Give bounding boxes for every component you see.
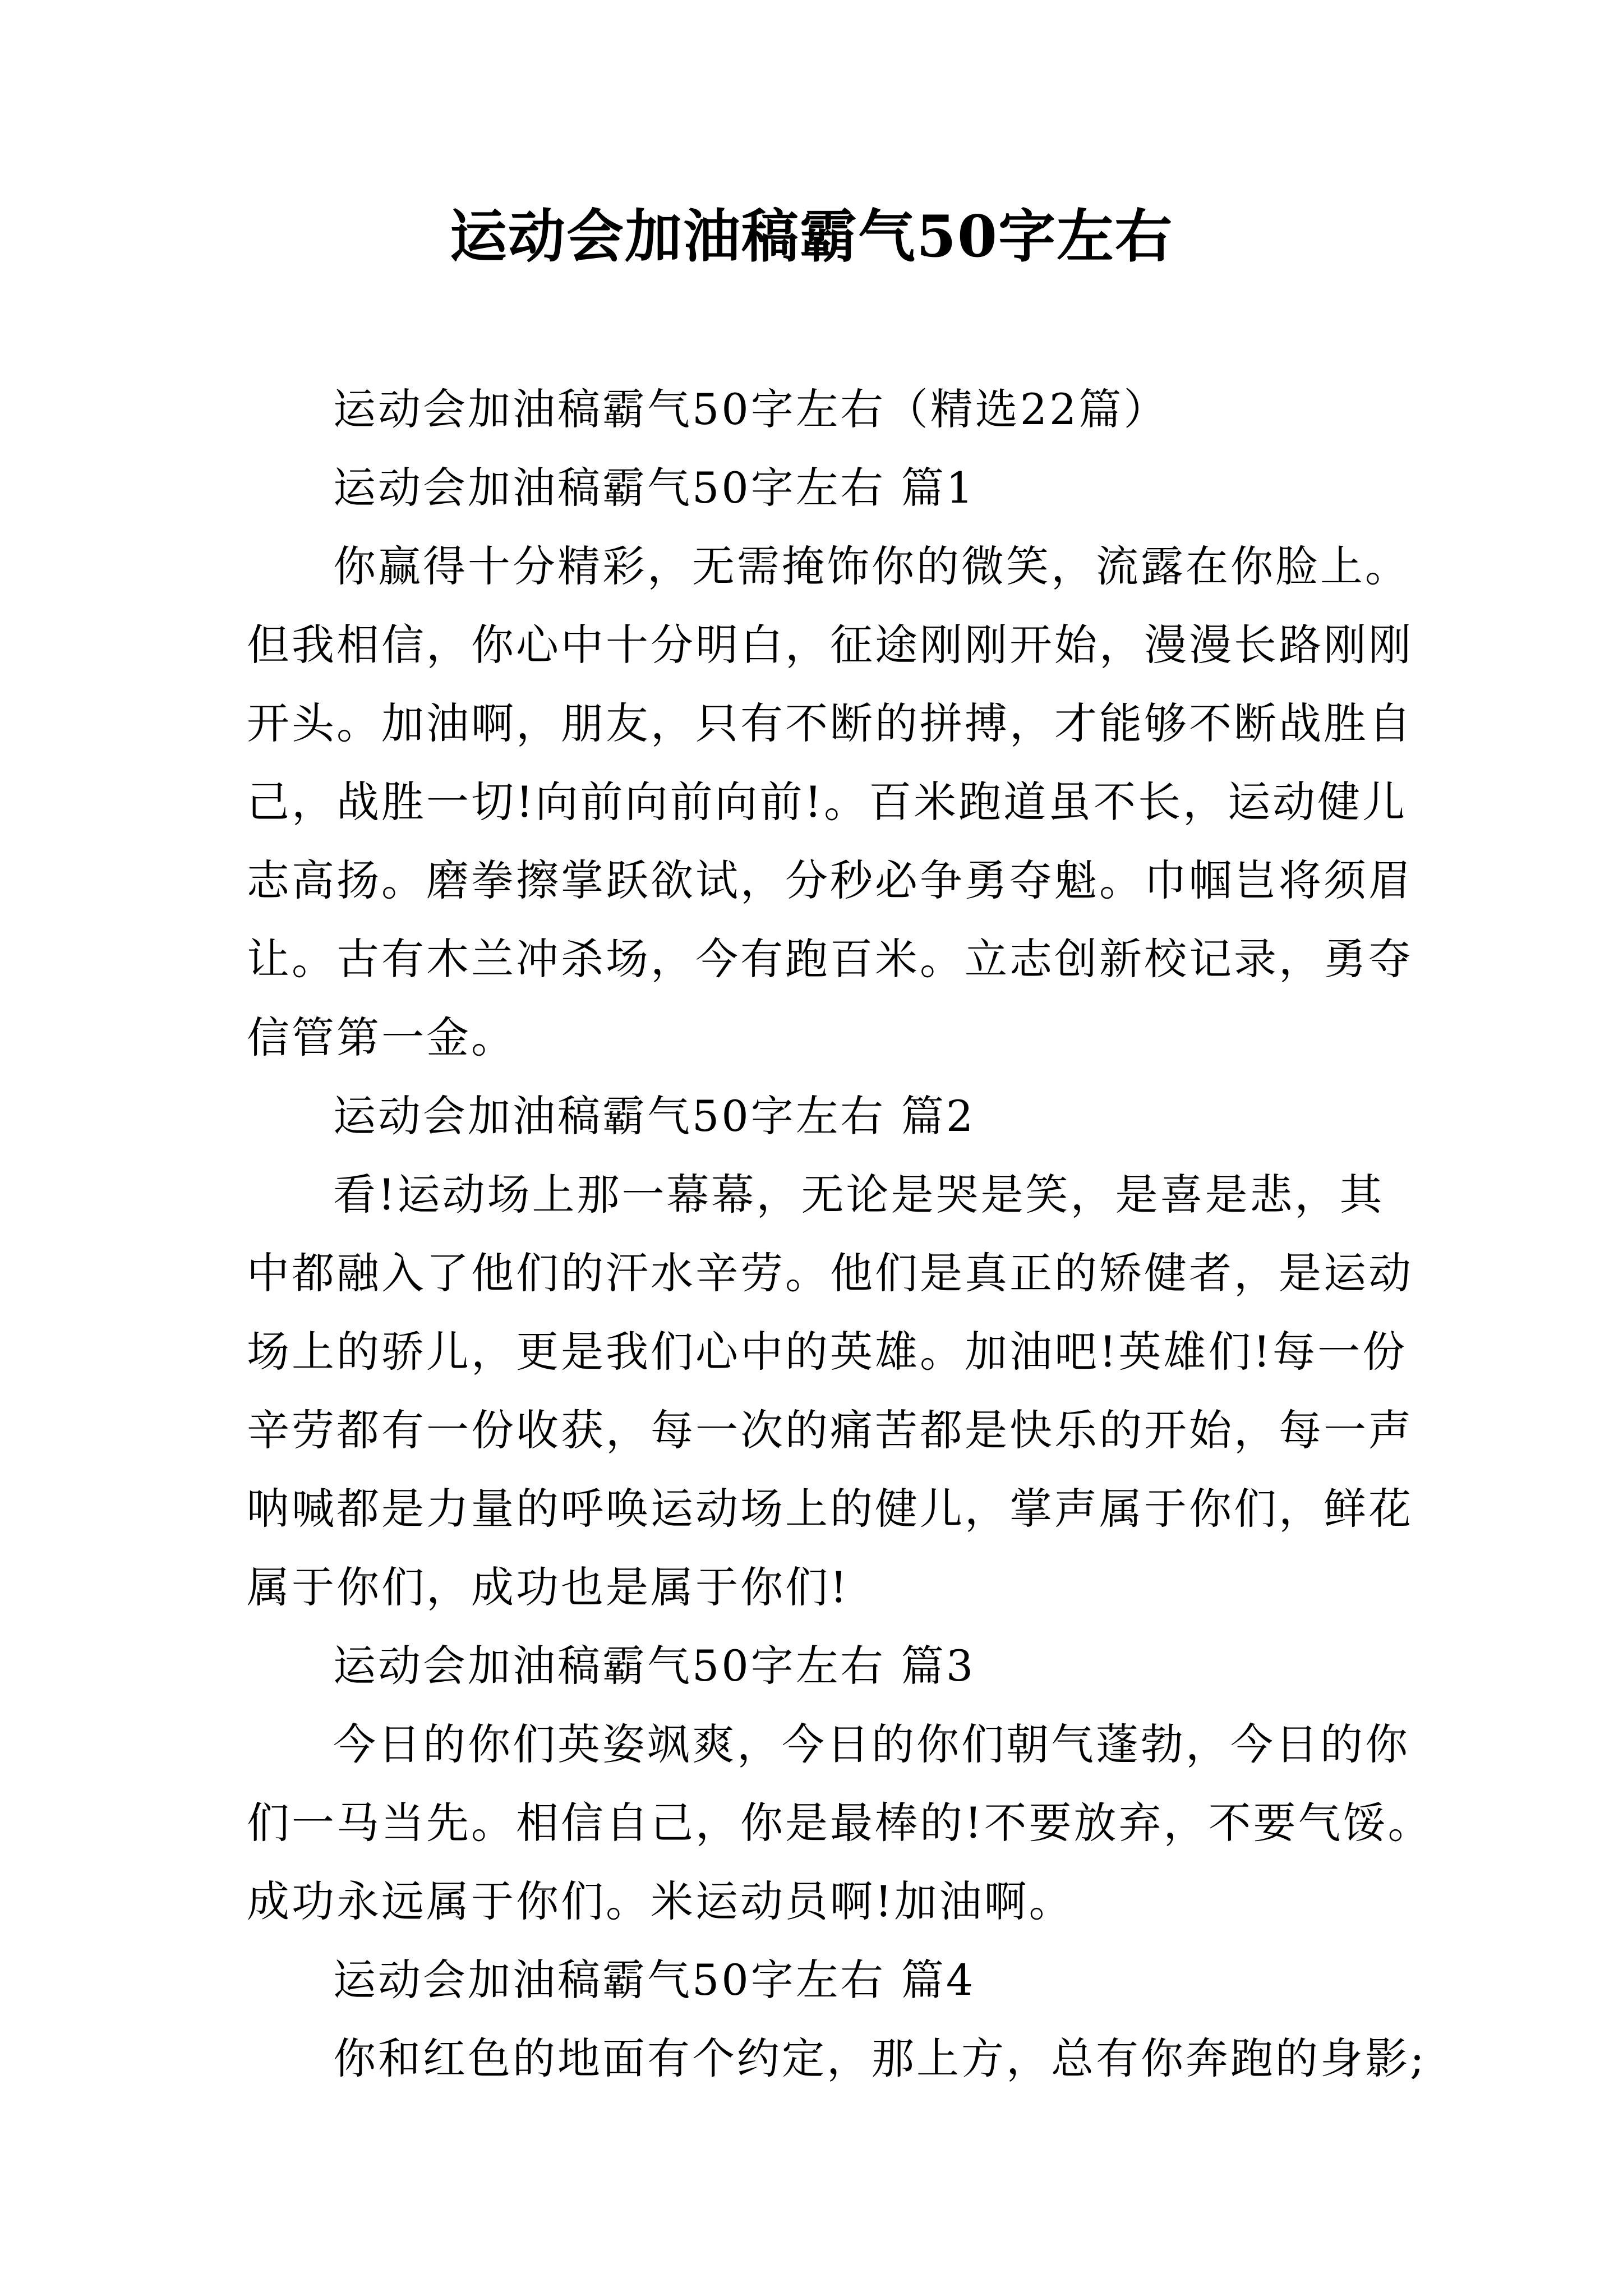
document-title: 运动会加油稿霸气50字左右: [450, 203, 1173, 270]
text-line: 信管第一金。: [247, 1013, 516, 1062]
text-line: 运动会加油稿霸气50字左右 篇2: [333, 1091, 976, 1141]
text-line: 运动会加油稿霸气50字左右 篇4: [333, 1955, 976, 2005]
text-line: 但我相信，你心中十分明白，征途刚刚开始，漫漫长路刚刚: [247, 620, 1413, 670]
text-line: 运动会加油稿霸气50字左右 篇1: [333, 463, 976, 513]
text-line: 开头。加油啊，朋友，只有不断的拼搏，才能够不断战胜自: [247, 698, 1413, 748]
text-line: 中都融入了他们的汗水辛劳。他们是真正的矫健者，是运动: [247, 1248, 1413, 1298]
text-line: 看!运动场上那一幕幕，无论是哭是笑，是喜是悲，其: [333, 1170, 1385, 1220]
text-line: 们一马当先。相信自己，你是最棒的!不要放弃，不要气馁。: [247, 1798, 1433, 1848]
text-line: 让。古有木兰冲杀场，今有跑百米。立志创新校记录，勇夺: [247, 934, 1413, 984]
text-line: 场上的骄儿，更是我们心中的英雄。加油吧!英雄们!每一份: [247, 1327, 1408, 1377]
document-body: [247, 370, 1433, 2098]
text-line: 运动会加油稿霸气50字左右（精选22篇）: [333, 384, 1169, 434]
text-line: 你赢得十分精彩，无需掩饰你的微笑，流露在你脸上。: [333, 541, 1410, 591]
text-line: 今日的你们英姿飒爽，今日的你们朝气蓬勃，今日的你: [333, 1719, 1410, 1769]
text-line: 属于你们，成功也是属于你们!: [247, 1562, 850, 1612]
text-line: 运动会加油稿霸气50字左右 篇3: [333, 1641, 976, 1691]
text-line: 己，战胜一切!向前向前向前!。百米跑道虽不长，运动健儿: [247, 777, 1408, 827]
text-line: 呐喊都是力量的呼唤运动场上的健儿，掌声属于你们，鲜花: [247, 1484, 1413, 1534]
text-line: 你和红色的地面有个约定，那上方，总有你奔跑的身影;: [333, 2033, 1427, 2083]
text-line: 成功永远属于你们。米运动员啊!加油啊。: [247, 1876, 1074, 1926]
text-line: 志高扬。磨拳擦掌跃欲试，分秒必争勇夺魁。巾帼岂将须眉: [247, 855, 1413, 905]
text-line: 辛劳都有一份收获，每一次的痛苦都是快乐的开始，每一声: [247, 1405, 1413, 1455]
